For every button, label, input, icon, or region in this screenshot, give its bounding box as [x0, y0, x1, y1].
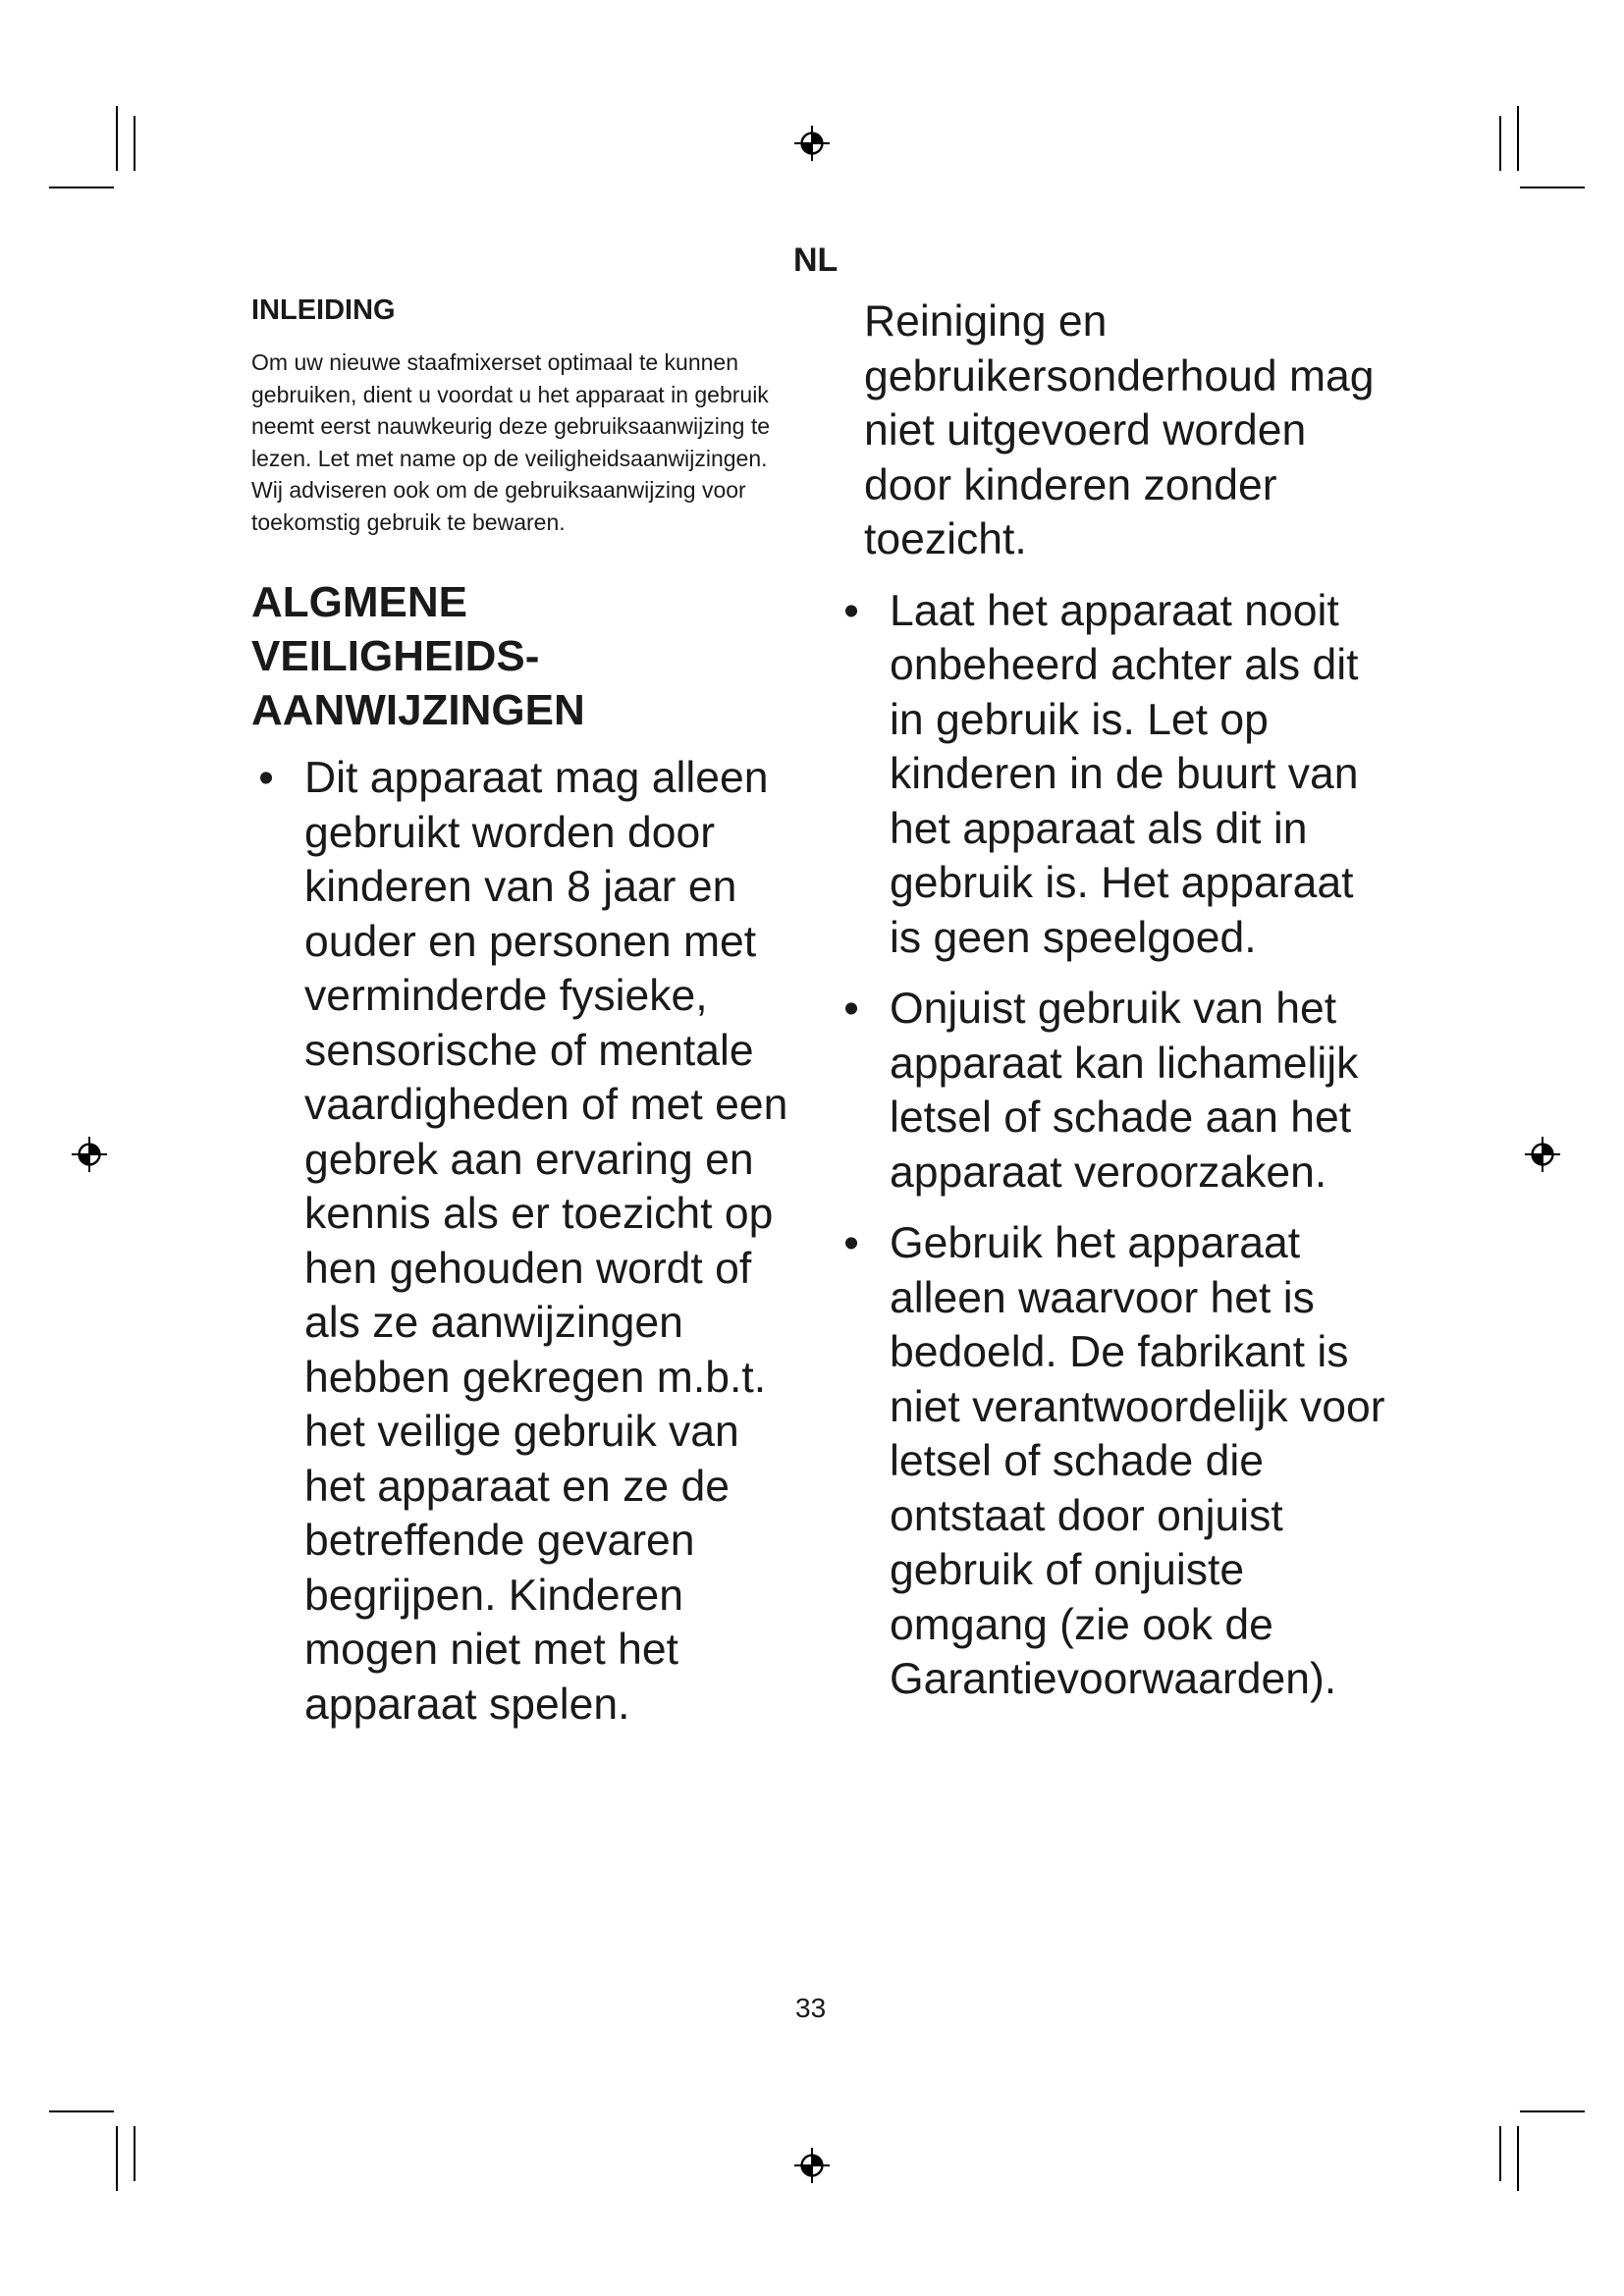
list-item-text: Dit apparaat mag alleen gebruikt worden door kinderen van 8 jaar en ouder en personen met verminderde fysieke, sensorische of mentale vaardigheden of met een gebrek aan ervaring en kennis als er toezicht op hen gehouden wordt of als ze aanwijzingen hebben gekregen m.b.t. het veilige gebruik van het apparaat en ze de betreffende gevaren begrijpen. Kinderen mogen niet met het apparaat spelen.	[304, 754, 788, 1729]
crop-mark-top-left-v2	[134, 116, 135, 171]
right-column	[837, 294, 1386, 1724]
safety-heading-line: AANWIJZINGEN	[251, 686, 585, 734]
safety-heading-line: ALGMENE	[251, 578, 467, 626]
list-item-text: Laat het apparaat nooit onbeheerd achter als dit in gebruik is. Let op kinderen in de buurt van het apparaat als dit in gebruik is. Het apparaat is geen speelgoed.	[890, 586, 1359, 962]
registration-mark-icon	[793, 125, 831, 162]
bullet-icon: •	[258, 754, 274, 802]
registration-mark-icon	[793, 2147, 831, 2184]
intro-heading: INLEIDING	[251, 294, 396, 326]
page-number: 33	[795, 1993, 827, 2023]
crop-mark-top-left-v1	[116, 106, 118, 171]
safety-list-left	[251, 751, 801, 1732]
crop-mark-bottom-left-v1	[116, 2126, 118, 2191]
crop-mark-bottom-left-h	[49, 2110, 114, 2112]
list-item	[837, 584, 1386, 966]
crop-mark-top-left-h	[49, 187, 114, 188]
list-item-text: Onjuist gebruik van het apparaat kan lichamelijk letsel of schade aan het apparaat veroorzaken.	[890, 985, 1359, 1197]
left-column	[251, 294, 801, 1748]
bullet-icon: •	[843, 985, 859, 1033]
crop-mark-top-right-h	[1520, 187, 1585, 188]
safety-heading	[251, 575, 801, 737]
crop-mark-top-right-v2	[1499, 116, 1501, 171]
registration-mark-icon	[1524, 1136, 1561, 1173]
bullet-icon: •	[843, 586, 859, 635]
crop-mark-bottom-right-v2	[1499, 2126, 1501, 2181]
list-item-text: Gebruik het apparaat alleen waarvoor het is bedoeld. De fabrikant is niet verantwoordelijk voor letsel of schade die ontstaat door onjuist gebruik of onjuiste omgang (zie ook de Garantievoorwaarden).	[890, 1219, 1385, 1703]
crop-mark-top-right-v1	[1517, 106, 1519, 171]
bullet-icon: •	[843, 1219, 859, 1267]
list-item	[251, 751, 801, 1732]
safety-list-right	[837, 584, 1386, 1707]
list-item	[837, 982, 1386, 1200]
list-item	[837, 1216, 1386, 1707]
list-item-continued-text: Reiniging en gebruikersonderhoud mag niet uitgevoerd worden door kinderen zonder toezicht.	[864, 297, 1375, 563]
crop-mark-bottom-right-h	[1520, 2110, 1585, 2112]
intro-text: Om uw nieuwe staafmixerset optimaal te kunnen gebruiken, dient u voordat u het apparaat in gebruik neemt eerst nauwkeurig deze gebruiksaanwijzing te lezen. Let met name op de veiligheidsaanwijzingen. Wij adviseren ook om de gebruiksaanwijzing voor toekomstig gebruik te bewaren.	[251, 349, 771, 535]
crop-mark-bottom-right-v1	[1517, 2126, 1519, 2191]
safety-heading-line: VEILIGHEIDS-	[251, 632, 540, 680]
crop-mark-bottom-left-v2	[134, 2126, 135, 2181]
language-label: NL	[793, 241, 839, 279]
registration-mark-icon	[71, 1136, 108, 1173]
